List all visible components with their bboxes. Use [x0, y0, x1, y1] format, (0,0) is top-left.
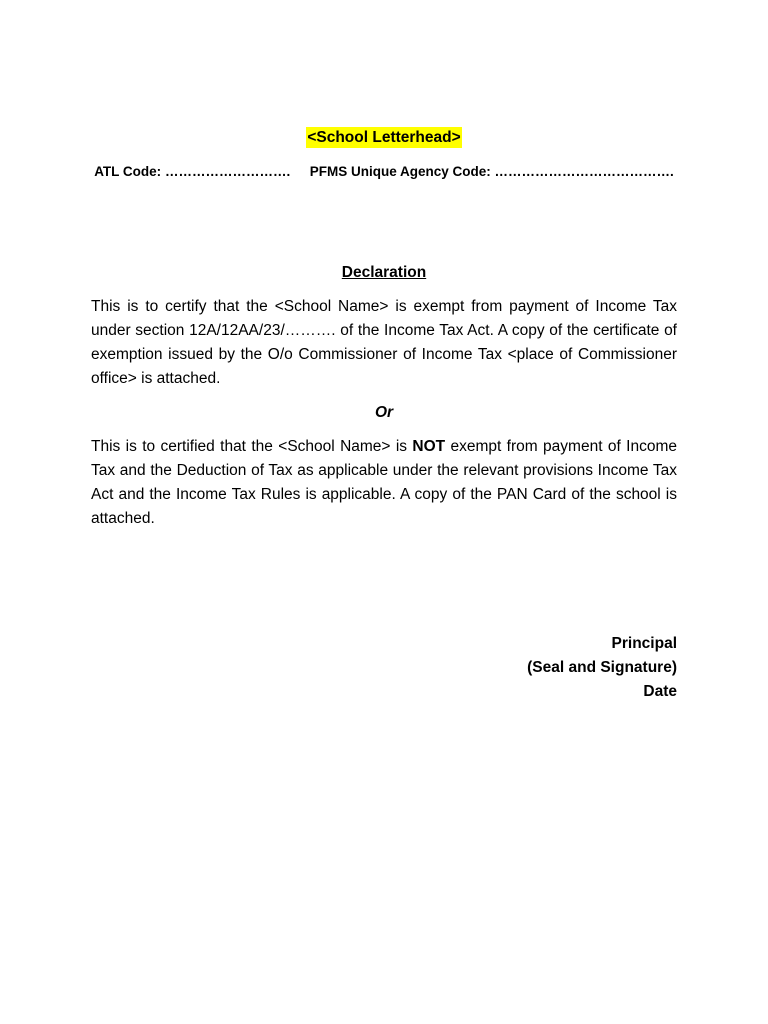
date-label: Date: [643, 683, 677, 700]
or-separator: Or: [374, 404, 394, 421]
atl-code-value: ……………………….: [164, 164, 291, 179]
letterhead-container: [0, 127, 768, 148]
exempt-paragraph: This is to certify that the <School Name> is exempt from payment of Income Tax under section 12A/12AA/23/………. of the Income Tax Act. A copy of the certificate of exemption issued by the O/o Commissioner of Income Tax <place of Commissioner office> is attached.: [91, 298, 677, 387]
atl-code-label: ATL Code:: [94, 164, 162, 179]
not-exempt-text-before: This is to certified that the <School Name> is: [91, 438, 413, 455]
codes-line: [0, 163, 768, 181]
signature-block: [527, 632, 677, 704]
declaration-title: Declaration: [341, 264, 427, 281]
not-exempt-text-after: exempt from payment of Income Tax and the Deduction of Tax as applicable under the relevant provisions Income Tax Act and the Income Tax Rules is applicable. A copy of the PAN Card of the school is attached.: [91, 438, 677, 527]
heading-container: [0, 263, 768, 283]
not-emphasis: NOT: [412, 438, 446, 455]
school-letterhead-placeholder: <School Letterhead>: [307, 129, 461, 146]
pfms-code-value: ………………………………….: [494, 164, 674, 179]
principal-label: Principal: [611, 635, 677, 652]
not-exempt-paragraph: [91, 435, 677, 531]
pfms-code-label: PFMS Unique Agency Code:: [309, 164, 491, 179]
seal-signature-label: (Seal and Signature): [527, 659, 677, 676]
